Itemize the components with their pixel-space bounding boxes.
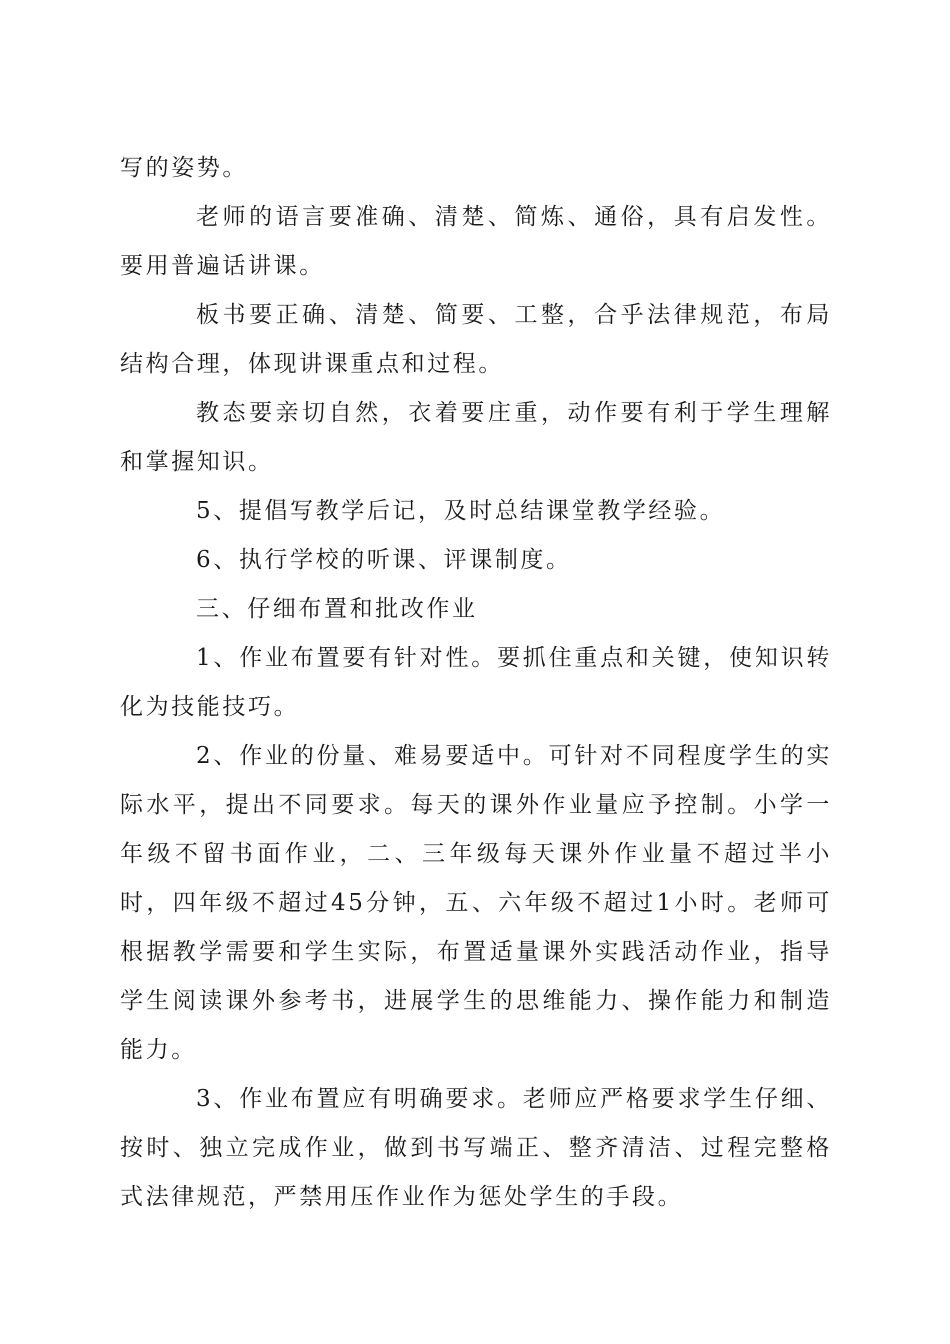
paragraph-6: 6、执行学校的听课、评课制度。: [196, 547, 572, 573]
paragraph-3: 板书要正确、清楚、简要、工整，合乎法律规范，布局结构合理，体现讲课重点和过程。: [120, 302, 832, 377]
section-heading: 三、仔细布置和批改作业: [196, 596, 478, 622]
body-text: [120, 144, 832, 1222]
paragraph-9: 2、作业的份量、难易要适中。可针对不同程度学生的实际水平，提出不同要求。每天的课外作业量应予控制。小学一年级不留书面作业，二、三年级每天课外作业量不超过半小时，四年级不超过45分钟，五、六年级不超过1小时。老师可根据教学需要和学生实际，布置适量课外实践活动作业，指导学生阅读课外参考书，进展学生的思维能力、操作能力和制造能力。: [120, 743, 832, 1063]
paragraph-5: 5、提倡写教学后记，及时总结课堂教学经验。: [196, 498, 726, 524]
paragraph-2: 老师的语言要准确、清楚、简炼、通俗，具有启发性。要用普遍话讲课。: [120, 204, 832, 279]
paragraph-8: 1、作业布置要有针对性。要抓住重点和关键，使知识转化为技能技巧。: [120, 645, 832, 720]
paragraph-1: 写的姿势。: [120, 155, 248, 181]
paragraph-4: 教态要亲切自然，衣着要庄重，动作要有利于学生理解和掌握知识。: [120, 400, 832, 475]
paragraph-10: 3、作业布置应有明确要求。老师应严格要求学生仔细、按时、独立完成作业，做到书写端正、整齐清洁、过程完整格式法律规范，严禁用压作业作为惩处学生的手段。: [120, 1086, 832, 1210]
